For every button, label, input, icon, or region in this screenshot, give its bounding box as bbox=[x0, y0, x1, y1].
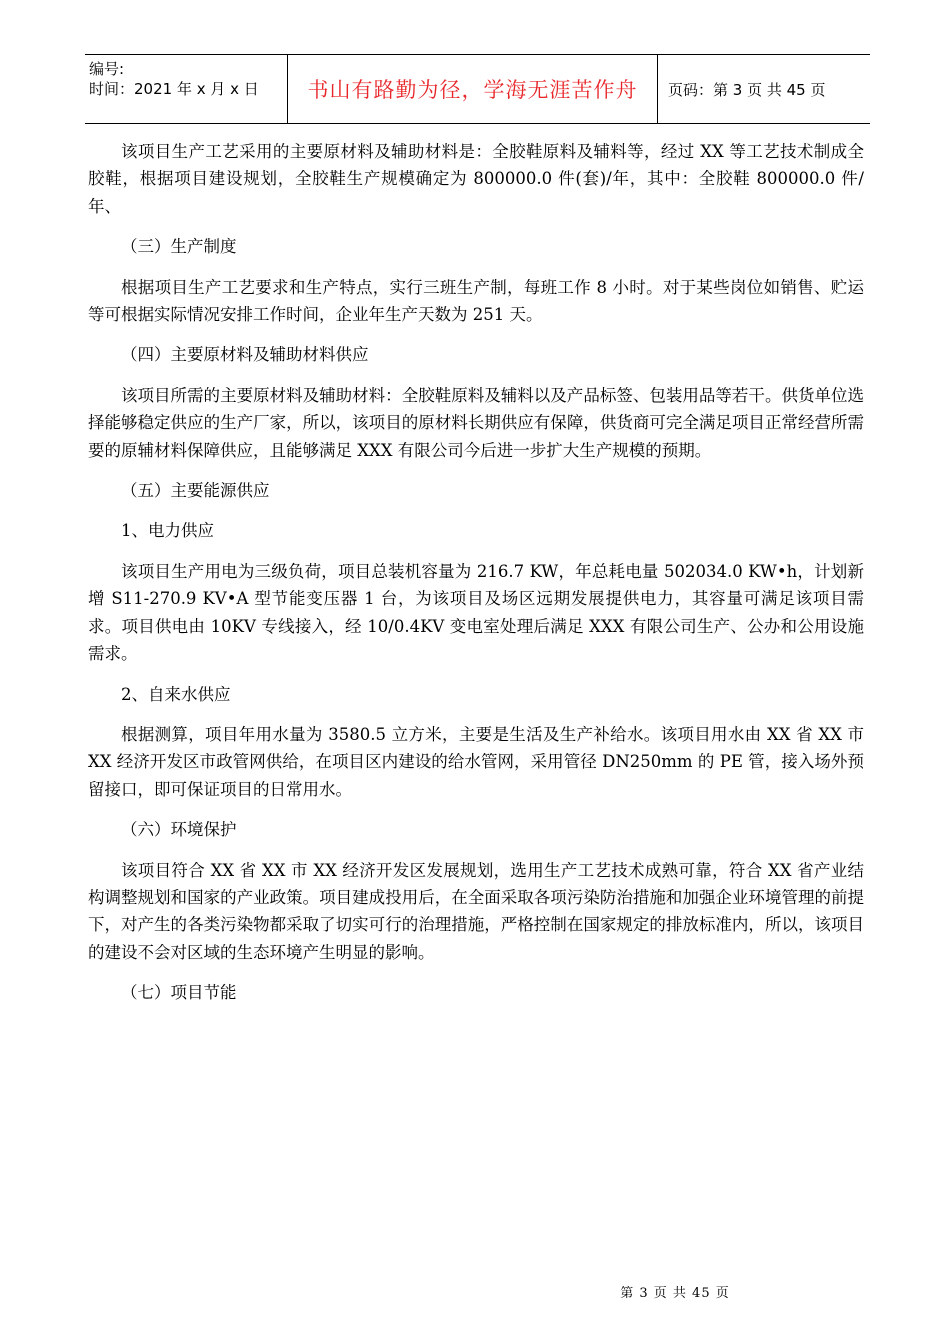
section-heading: （六）环境保护 bbox=[121, 820, 237, 840]
section-heading: （三）生产制度 bbox=[121, 237, 237, 257]
header-motto: 书山有路勤为径，学海无涯苦作舟 bbox=[287, 55, 658, 123]
subsection-heading: 1、电力供应 bbox=[121, 521, 214, 541]
document-body bbox=[88, 138, 864, 1020]
paragraph: 该项目所需的主要原材料及辅助材料：全胶鞋原料及辅料以及产品标签、包装用品等若干。供货单位选择能够稳定供应的生产厂家，所以，该项目的原材料长期供应有保障，供货商可完全满足项目正常经营所需要的原辅材料保障供应，且能够满足 XXX 有限公司今后进一步扩大生产规模的预期。 bbox=[88, 385, 864, 460]
subsection-heading: 2、自来水供应 bbox=[121, 684, 231, 704]
paragraph: 根据测算，项目年用水量为 3580.5 立方米，主要是生活及生产补给水。该项目用水由 XX 省 XX 市 XX 经济开发区市政管网供给，在项目区内建设的给水管网，采用管径 DN250mm 的 PE 管，接入场外预留接口，即可保证项目的日常用水。 bbox=[88, 724, 864, 799]
section-heading: （四）主要原材料及辅助材料供应 bbox=[121, 345, 369, 365]
header-meta bbox=[85, 55, 287, 123]
section-heading: （五）主要能源供应 bbox=[121, 481, 270, 501]
document-date: 时间：2021 年 x 月 x 日 bbox=[89, 80, 259, 98]
page-footer bbox=[0, 1282, 950, 1301]
paragraph: 该项目符合 XX 省 XX 市 XX 经济开发区发展规划，选用生产工艺技术成熟可靠，符合 XX 省产业结构调整规划和国家的产业政策。项目建成投用后，在全面采取各项污染防治措施和加强企业环境管理的前提下，对产生的各类污染物都采取了切实可行的治理措施，严格控制在国家规定的排放标准内，所以，该项目的建设不会对区域的生态环境产生明显的影响。 bbox=[88, 860, 864, 962]
page-header bbox=[85, 54, 870, 124]
document-number-label: 编号: bbox=[89, 60, 125, 78]
header-page-info: 页码：第 3 页 共 45 页 bbox=[668, 80, 826, 99]
section-heading: （七）项目节能 bbox=[121, 983, 237, 1003]
paragraph: 根据项目生产工艺要求和生产特点，实行三班生产制，每班工作 8 小时。对于某些岗位如销售、贮运等可根据实际情况安排工作时间，企业年生产天数为 251 天。 bbox=[88, 277, 864, 325]
footer-page-number: 第 3 页 共 45 页 bbox=[620, 1286, 730, 1301]
paragraph: 该项目生产用电为三级负荷，项目总装机容量为 216.7 KW，年总耗电量 502034.0 KW•h，计划新增 S11-270.9 KV•A 型节能变压器 1 台，为该项目及场区远期发展提供电力，其容量可满足该项目需求。项目供电由 10KV 专线接入，经 10/0.4KV 变电室处理后满足 XXX 有限公司生产、公办和公用设施需求。 bbox=[88, 561, 864, 664]
paragraph: 该项目生产工艺采用的主要原材料及辅助材料是：全胶鞋原料及辅料等，经过 XX 等工艺技术制成全胶鞋，根据项目建设规划，全胶鞋生产规模确定为 800000.0 件(套)/年，其中：全胶鞋 800000.0 件/年、 bbox=[88, 142, 864, 216]
